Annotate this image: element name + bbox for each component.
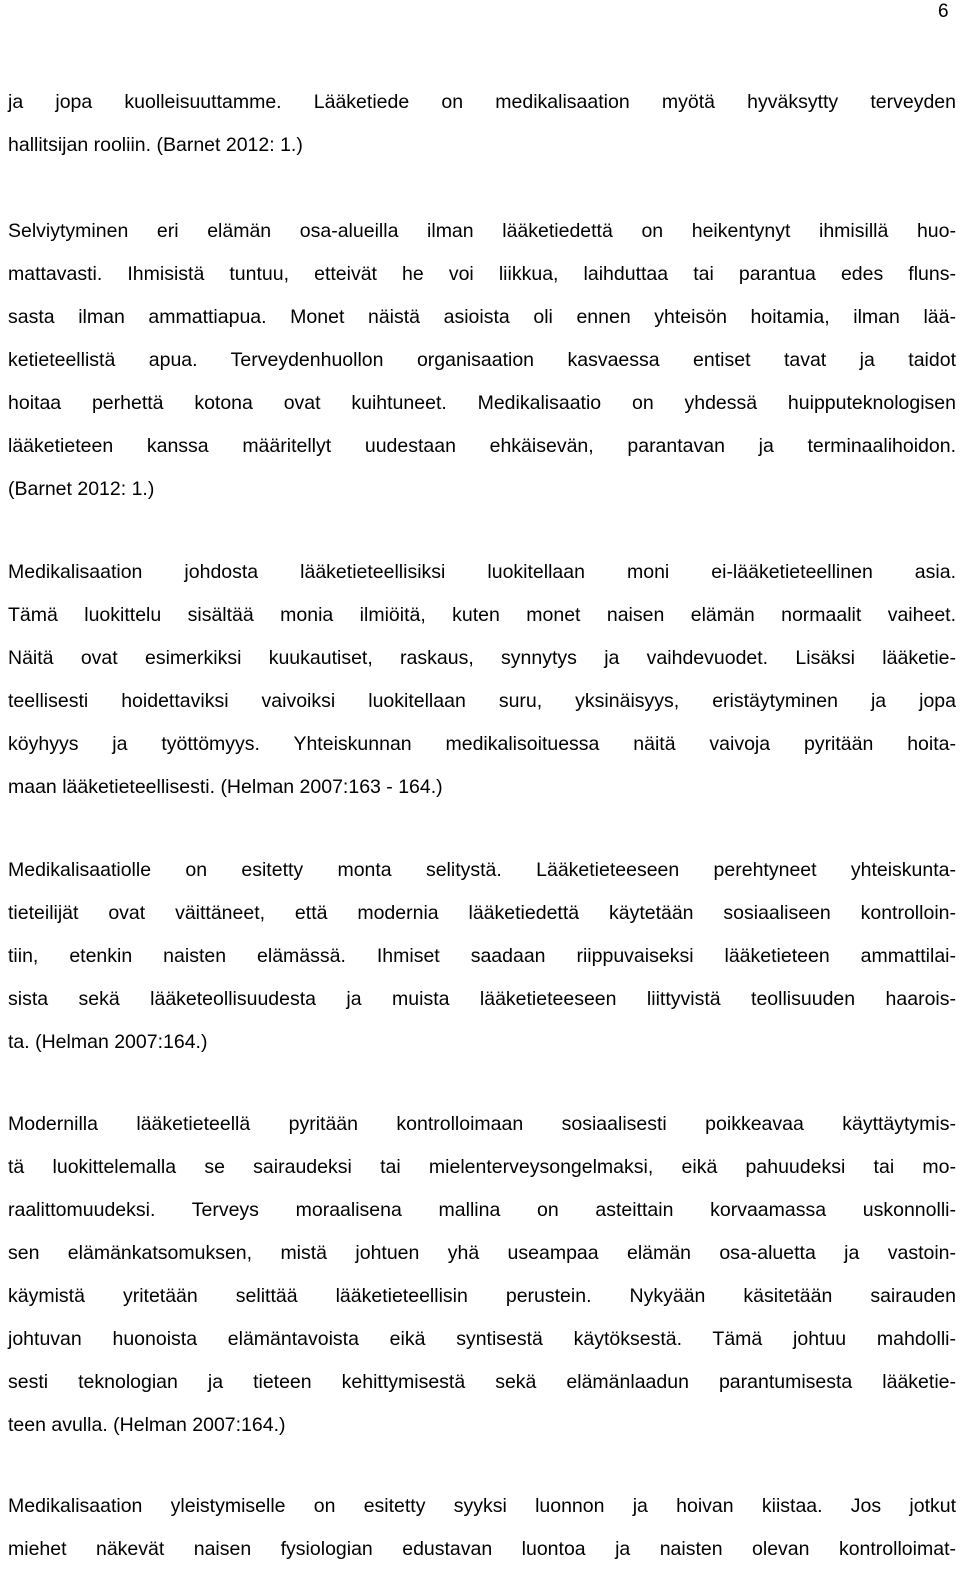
text-line: käymistä yritetään selittää lääketieteellisin perustein. Nykyään käsitetään sairauden xyxy=(8,1285,956,1307)
text-line: miehet näkevät naisen fysiologian edustavan luontoa ja naisten olevan kontrolloimat- xyxy=(8,1538,956,1560)
text-line: tä luokittelemalla se sairaudeksi tai mielenterveysongelmaksi, eikä pahuudeksi tai mo- xyxy=(8,1156,956,1178)
text-line: lääketieteen kanssa määritellyt uudestaan ehkäisevän, parantavan ja terminaalihoidon. xyxy=(8,435,956,457)
text-line: hallitsijan rooliin. (Barnet 2012: 1.) xyxy=(8,134,303,156)
text-line: tiin, etenkin naisten elämässä. Ihmiset saadaan riippuvaiseksi lääketieteen ammattilai- xyxy=(8,945,956,967)
text-line: teen avulla. (Helman 2007:164.) xyxy=(8,1414,286,1436)
paragraph-3 xyxy=(8,551,956,809)
text-line: sasta ilman ammattiapua. Monet näistä asioista oli ennen yhteisön hoitamia, ilman lää- xyxy=(8,306,956,328)
text-line: raalittomuudeksi. Terveys moraalisena mallina on asteittain korvaamassa uskonnolli- xyxy=(8,1199,956,1221)
text-line: tieteilijät ovat väittäneet, että modernia lääketiedettä käytetään sosiaaliseen kontrolloin- xyxy=(8,902,956,924)
text-line: Selviytyminen eri elämän osa-alueilla ilman lääketiedettä on heikentynyt ihmisillä huo- xyxy=(8,220,956,242)
text-line: Medikalisaatiolle on esitetty monta selitystä. Lääketieteeseen perehtyneet yhteiskunta- xyxy=(8,859,956,881)
text-line: Medikalisaation johdosta lääketieteellisiksi luokitellaan moni ei-lääketieteellinen asia. xyxy=(8,561,956,583)
text-line: Medikalisaation yleistymiselle on esitetty syyksi luonnon ja hoivan kiistaa. Jos jotkut xyxy=(8,1495,956,1517)
text-line: ja jopa kuolleisuuttamme. Lääketiede on medikalisaation myötä hyväksytty terveyden xyxy=(8,91,956,113)
text-line: sen elämänkatsomuksen, mistä johtuen yhä useampaa elämän osa-aluetta ja vastoin- xyxy=(8,1242,956,1264)
text-line: hoitaa perhettä kotona ovat kuihtuneet. Medikalisaatio on yhdessä huipputeknologisen xyxy=(8,392,956,414)
text-line: mattavasti. Ihmisistä tuntuu, etteivät he voi liikkua, laihduttaa tai parantua edes fluns- xyxy=(8,263,956,285)
text-line: Näitä ovat esimerkiksi kuukautiset, raskaus, synnytys ja vaihdevuodet. Lisäksi lääketie- xyxy=(8,647,956,669)
text-line: sesti teknologian ja tieteen kehittymisestä sekä elämänlaadun parantumisesta lääketie- xyxy=(8,1371,956,1393)
paragraph-6 xyxy=(8,1485,956,1571)
paragraph-1 xyxy=(8,81,956,167)
text-line: johtuvan huonoista elämäntavoista eikä syntisestä käytöksestä. Tämä johtuu mahdolli- xyxy=(8,1328,956,1350)
text-line: köyhyys ja työttömyys. Yhteiskunnan medikalisoituessa näitä vaivoja pyritään hoita- xyxy=(8,733,956,755)
paragraph-5 xyxy=(8,1103,956,1447)
paragraph-4 xyxy=(8,849,956,1064)
text-line: ta. (Helman 2007:164.) xyxy=(8,1031,208,1053)
text-line: teellisesti hoidettaviksi vaivoiksi luokitellaan suru, yksinäisyys, eristäytyminen ja jopa xyxy=(8,690,956,712)
text-line: Tämä luokittelu sisältää monia ilmiöitä, kuten monet naisen elämän normaalit vaiheet. xyxy=(8,604,956,626)
page-number: 6 xyxy=(938,1,949,22)
text-line: maan lääketieteellisesti. (Helman 2007:163 - 164.) xyxy=(8,776,443,798)
paragraph-2 xyxy=(8,210,956,511)
text-line: sista sekä lääketeollisuudesta ja muista lääketieteeseen liittyvistä teollisuuden haarois- xyxy=(8,988,956,1010)
text-line: Modernilla lääketieteellä pyritään kontrolloimaan sosiaalisesti poikkeavaa käyttäytymis- xyxy=(8,1113,956,1135)
text-line: (Barnet 2012: 1.) xyxy=(8,478,155,500)
text-line: ketieteellistä apua. Terveydenhuollon organisaation kasvaessa entiset tavat ja taidot xyxy=(8,349,956,371)
